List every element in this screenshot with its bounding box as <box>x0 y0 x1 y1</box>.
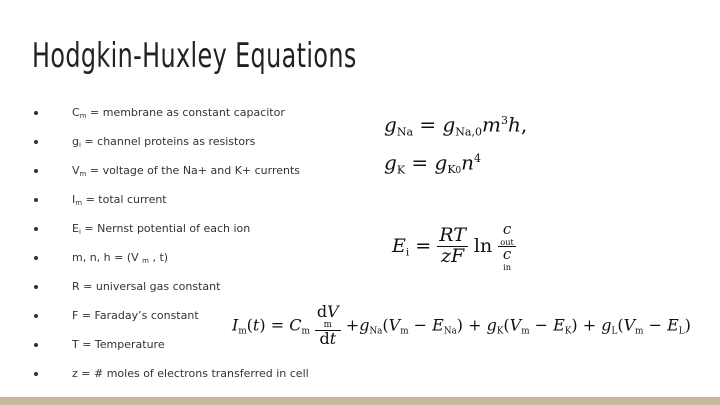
conductance-equations <box>384 108 527 184</box>
membrane-current-equation: Im(t) = Cm dV m dt +gNa(Vm − ENa) + gK(Vm − EK) + gL(Vm − EL) <box>232 302 691 349</box>
bullet-text: F = Faraday’s constant <box>72 309 199 322</box>
slide-title: Hodgkin-Huxley Equations <box>32 36 357 76</box>
bullet-subscript: m <box>79 170 87 178</box>
bullet-text: R = universal gas constant <box>72 280 221 293</box>
equation-k-conductance: gK = $gK0n^4$ <box>384 150 482 177</box>
bullet-text: m, n, h = (V <box>72 251 143 264</box>
bullet-icon <box>34 227 38 231</box>
bullet-text: I <box>72 193 76 206</box>
bullet-text: z = # moles of electrons transferred in cell <box>72 367 309 380</box>
bullet-text: = total current <box>82 193 167 206</box>
bullet-subscript: i <box>78 141 81 149</box>
bullet-icon <box>34 111 38 115</box>
bullet-icon <box>34 314 38 318</box>
bullet-icon <box>34 372 38 376</box>
bullet-text: , t) <box>149 251 169 264</box>
bullet-text: T = Temperature <box>72 338 165 351</box>
bullet-subscript: i <box>78 228 81 236</box>
bullet-subscript: m <box>79 112 87 120</box>
bullet-text: C <box>72 106 80 119</box>
bullet-text: E <box>72 222 79 235</box>
bullet-text: = channel proteins as resistors <box>80 135 256 148</box>
bullet-icon <box>34 285 38 289</box>
bullet-icon <box>34 256 38 260</box>
bullet-icon <box>34 169 38 173</box>
bullet-icon <box>34 198 38 202</box>
bullet-subscript: m <box>142 257 149 265</box>
bullet-text: V <box>72 164 80 177</box>
bullet-text: g <box>72 135 79 148</box>
bullet-text: = Nernst potential of each ion <box>80 222 251 235</box>
footer-accent-bar <box>0 397 720 405</box>
bullet-icon <box>34 343 38 347</box>
nernst-equation: Ei = $\frac{RT}{zF}$ ln c out c in <box>392 220 514 273</box>
bullet-subscript: m <box>75 199 83 207</box>
bullet-text: = membrane as constant capacitor <box>86 106 285 119</box>
equation-na-conductance: gNa = $gNa,0m^3h$, <box>384 112 528 139</box>
bullet-text: = voltage of the Na+ and K+ currents <box>86 164 301 177</box>
bullet-icon <box>34 140 38 144</box>
